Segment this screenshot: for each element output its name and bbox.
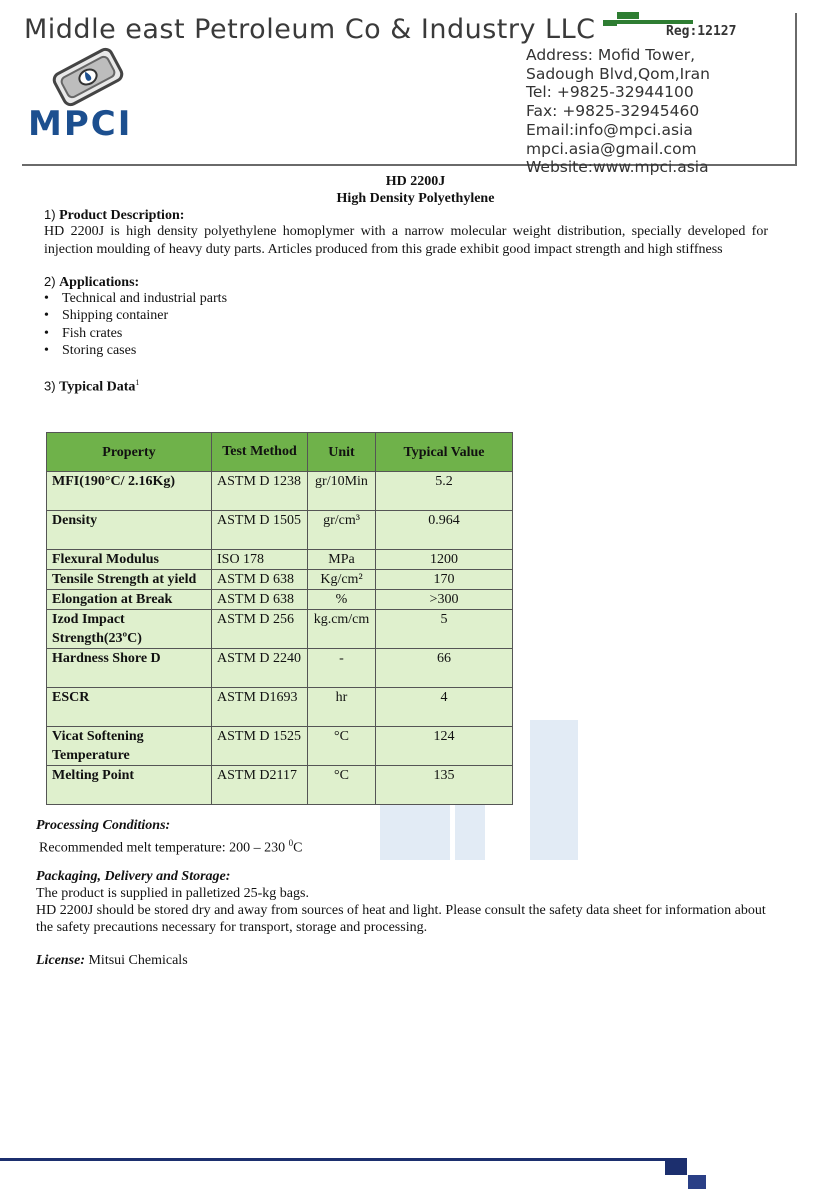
packaging-heading: Packaging, Delivery and Storage: (36, 869, 231, 884)
table-row (47, 472, 513, 511)
cell-value: >300 (376, 590, 513, 610)
company-name: Middle east Petroleum Co & Industry LLC (24, 14, 596, 45)
typical-data-table (46, 432, 513, 805)
packaging-line-1: The product is supplied in palletized 25-kg bags. (36, 886, 309, 901)
list-item: • Technical and industrial parts (44, 291, 228, 306)
section-label: Product Description: (59, 208, 185, 223)
cell-property: Tensile Strength at yield (47, 570, 212, 590)
header-typical-value: Typical Value (376, 433, 513, 472)
section-applications-heading (44, 274, 139, 291)
cell-value: 1200 (376, 550, 513, 570)
list-item: • Shipping container (44, 308, 169, 324)
cell-value: 135 (376, 766, 513, 805)
footer-block-icon-2 (688, 1175, 706, 1189)
cell-method: ASTM D 1525 (212, 727, 308, 766)
cell-method: ASTM D 638 (212, 590, 308, 610)
table-row (47, 590, 513, 610)
table-row (47, 570, 513, 590)
cell-value: 5.2 (376, 472, 513, 511)
contact-email: Email:info@mpci.asia (526, 120, 693, 139)
cell-unit: gr/cm³ (308, 511, 376, 550)
contact-address: Address: Mofid Tower, (526, 46, 696, 64)
license-line (36, 952, 776, 969)
processing-heading: Processing Conditions: (36, 818, 171, 833)
cell-unit: % (308, 590, 376, 610)
cell-unit: °C (308, 727, 376, 766)
cell-method: ASTM D 1238 (212, 472, 308, 511)
product-subtitle: High Density Polyethylene (336, 191, 495, 206)
packaging-line-2: HD 2200J should be stored dry and away from sources of heat and light. Please consult the safety data sheet for information about the safety precautions necessary for transport, storage and processing. (36, 903, 766, 935)
cell-unit: kg.cm/cm (308, 610, 376, 649)
cell-property: Density (47, 511, 212, 550)
contact-tel: Tel: +9825-32944100 (526, 83, 694, 102)
footnote-marker: 1 (135, 378, 140, 387)
section-number: 1) (44, 207, 56, 222)
cell-property: Hardness Shore D (47, 649, 212, 688)
cell-value: 5 (376, 610, 513, 649)
cell-method: ISO 178 (212, 550, 308, 570)
cell-unit: gr/10Min (308, 472, 376, 511)
cell-property: Flexural Modulus (47, 550, 212, 570)
cell-value: 170 (376, 570, 513, 590)
list-item: • Storing cases (44, 343, 137, 359)
cell-property: Izod Impact Strength(23ºC) (47, 610, 212, 649)
contact-block (526, 46, 710, 177)
contact-fax: Fax: +9825-32945460 (526, 102, 700, 121)
contact-address-2: Sadough Blvd,Qom,Iran (526, 64, 710, 83)
product-code-title: HD 2200J (385, 174, 446, 189)
cell-method: ASTM D2117 (212, 766, 308, 805)
footer-block-icon (665, 1158, 687, 1175)
cell-property: Melting Point (47, 766, 212, 805)
header-test-method: Test Method (212, 433, 308, 472)
cell-method: ASTM D 2240 (212, 649, 308, 688)
section-typical-data-heading (44, 378, 139, 396)
table-row (47, 610, 513, 649)
header-property: Property (47, 433, 212, 472)
cell-unit: MPa (308, 550, 376, 570)
section-label: Applications: (59, 275, 140, 290)
footer-rule (0, 1158, 680, 1161)
header-unit: Unit (308, 433, 376, 472)
registration-number: Reg:12127 (666, 24, 737, 39)
cell-property: MFI(190°C/ 2.16Kg) (47, 472, 212, 511)
table-row (47, 511, 513, 550)
cell-value: 124 (376, 727, 513, 766)
cell-value: 0.964 (376, 511, 513, 550)
cell-method: ASTM D 256 (212, 610, 308, 649)
list-item: • Fish crates (44, 325, 123, 341)
cell-unit: Kg/cm² (308, 570, 376, 590)
license-label: License: (36, 953, 85, 968)
mpci-logo-text: MPCI (28, 104, 133, 144)
cell-unit: °C (308, 766, 376, 805)
cell-method: ASTM D 638 (212, 570, 308, 590)
license-value: Mitsui Chemicals (88, 953, 188, 968)
mpci-logo-icon (42, 46, 134, 108)
cell-unit: - (308, 649, 376, 688)
cell-value: 4 (376, 688, 513, 727)
section-description-heading (44, 207, 184, 224)
section-number: 2) (44, 274, 56, 289)
cell-property: Elongation at Break (47, 590, 212, 610)
table-row (47, 766, 513, 805)
table-row (47, 550, 513, 570)
processing-text: Recommended melt temperature: 200 – 230 $^0$C (39, 838, 303, 856)
product-description-text: HD 2200J is high density polyethylene homoplymer with a narrow molecular weight distribution, specially developed for injection moulding of heavy duty parts. Articles produced from this grade exhibit good impact strength and high stiffness (44, 224, 768, 257)
unit-label: C (293, 840, 303, 856)
cell-unit: hr (308, 688, 376, 727)
cell-property: Vicat Softening Temperature (47, 727, 212, 766)
table-row (47, 727, 513, 766)
contact-website: Website:www.mpci.asia (526, 158, 709, 177)
table-header-row (47, 433, 513, 472)
table-row (47, 688, 513, 727)
table-row (47, 649, 513, 688)
cell-value: 66 (376, 649, 513, 688)
degree-marker: 0 (288, 838, 294, 848)
contact-email-2: mpci.asia@gmail.com (526, 139, 697, 158)
cell-method: ASTM D 1505 (212, 511, 308, 550)
section-number: 3) (44, 378, 56, 394)
section-label: Typical Data (59, 379, 136, 395)
applications-list (44, 290, 227, 360)
cell-method: ASTM D1693 (212, 688, 308, 727)
cell-property: ESCR (47, 688, 212, 727)
